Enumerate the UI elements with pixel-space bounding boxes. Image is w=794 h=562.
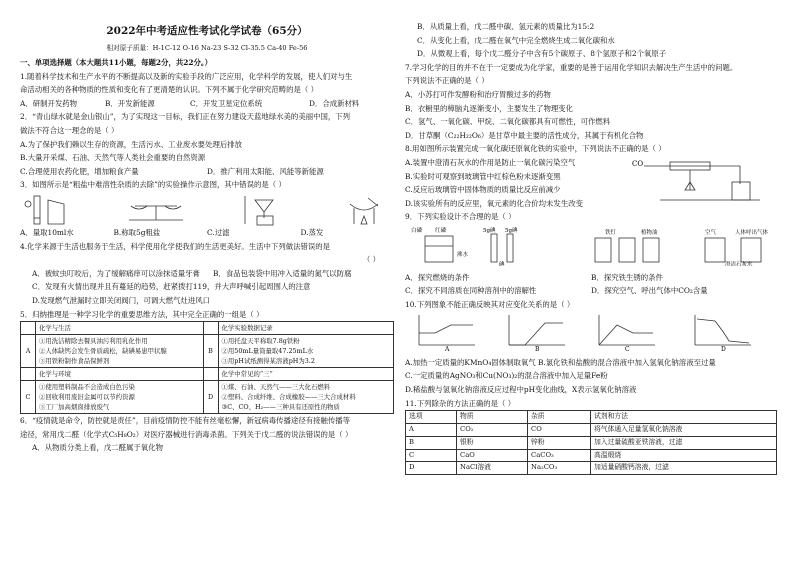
option[interactable]: D．推广利用太阳能、风能等新能源 bbox=[207, 166, 324, 176]
cell-b[interactable]: ①用托盘天平称取7.8g铁粉 ②用50mL量筒量取47.25mL水 ③用pH试纸测得某溶液pH为3.2 bbox=[218, 335, 393, 368]
question-10: 10.下列图象不能正确反映其对应变化关系的是（ ） A B C D A.加热一定质量的KMnO₄固体制取氧气 B.氯化铁和盐酸的混合溶液中加入氢氧化钠溶液至过量 C.一定质量的AgNO₃和Cu(NO₃)₂的混合溶液中加入足量Fe粉 D.稀盐酸与氢氧化钠溶液反应过程中pH变化曲线，X表示氢氧化钠溶液 bbox=[405, 298, 777, 397]
option[interactable]: D．甘草酮（C₂₂H₂₂O₆）是甘草中最主要的活性成分，其属于有机化合物 bbox=[405, 130, 644, 140]
table-row: C ①使用塑料制品不会造成白色污染 ②回收利用废旧金属可以节约资源 ③工厂加高烟囱排放废气 D ①煤、石油、天然气——三大化石燃料 ②塑料、合成纤维、合成橡胶——三大合成材料 ③C、CO、H₂——三种具有还原性的物质 bbox=[21, 381, 394, 414]
svg-text:空气: 空气 bbox=[705, 229, 717, 236]
option[interactable]: D.发现燃气泄漏时立即关闭阀门，可调大燃气灶进风口 bbox=[32, 295, 210, 305]
graph-b bbox=[509, 315, 565, 351]
question-6-continued bbox=[405, 20, 777, 61]
svg-text:碘: 碘 bbox=[499, 261, 505, 266]
left-column bbox=[20, 0, 394, 455]
option[interactable]: C．开发卫星定位系统 bbox=[190, 98, 263, 108]
option[interactable]: B．开发新能源 bbox=[105, 98, 155, 108]
table-row: A ①用洗洁精除去餐具油污利用乳化作用 ②人体缺钙会发生骨质疏松，缺碘易患甲状腺 ③用铁粉制作食品保鲜剂 B ①用托盘天平称取7.8g铁粉 ②用50mL量筒量取47.25mL水 ③用pH试纸测得某溶液pH为3.2 bbox=[21, 335, 394, 368]
option[interactable]: C．探究不同溶质在同种溶剂中的溶解性 bbox=[405, 286, 537, 296]
filtration-figure bbox=[233, 194, 293, 226]
option[interactable]: B.实验时可观察到玻璃管中红棕色粉末逐渐变黑 bbox=[405, 171, 561, 181]
atomic-masses: 相对原子质量：H-1C-12 O-16 Na-23 S-32 Cl-35.5 Ca-40 Fe-56 bbox=[106, 44, 308, 52]
svg-text:人体呼出气体: 人体呼出气体 bbox=[735, 229, 769, 236]
option[interactable]: B．食品包装袋中用冲入适量的氮气以防腐 bbox=[213, 268, 352, 278]
option[interactable]: D．合成新材料 bbox=[309, 98, 360, 108]
question-5: 5．归纳推理是一种学习化学的重要思维方法，其中完全正确的一组是（ ） 化学与生活 化学实验数据记录 A ①用洗洁精除去餐具油污利用乳化作用 ②人体缺钙会发生骨质疏松，缺碘易患甲状腺 ③用铁粉制作食品保鲜剂 B ①用托盘天平称取7.8g铁粉 ②用50mL量筒量取47.25mL水 ③用pH试纸测得某溶液pH为3.2 化学与环境 化学中常见的“三” C ①使用塑料制品不会造成白色污染 ②回收利用废旧金属可以节约资源 ③工厂加高烟囱排放废气 D ①煤、石油、天然气——三大化石燃料 ②塑料、合成纤维、合成橡胶——三大合成材料 ③C、CO、H₂——三种具有还原性的物质 bbox=[20, 308, 394, 415]
option[interactable]: D．从微观上看，每个戊二醛分子中含有5个碳原子、8个氢原子和2个氧原子 bbox=[417, 49, 667, 59]
question-11-table bbox=[405, 410, 777, 475]
svg-text:红磷: 红磷 bbox=[435, 227, 447, 234]
option[interactable]: A．被蚊虫叮咬后，为了缓解痛痒可以涂抹适量牙膏 bbox=[32, 268, 200, 278]
option[interactable]: B.称取5g粗盐 bbox=[113, 227, 161, 237]
table-row[interactable]: A CO₂ CO 将气体通入足量氢氧化钠溶液 bbox=[406, 424, 777, 437]
svg-text:铁钉: 铁钉 bbox=[605, 229, 617, 236]
option[interactable]: B.大量开采煤、石油、天然气等人类社会重要的自然资源 bbox=[20, 153, 206, 163]
graph-d bbox=[695, 315, 751, 351]
cell-a[interactable]: ①用洗洁精除去餐具油污利用乳化作用 ②人体缺钙会发生骨质疏松，缺碘易患甲状腺 ③用铁粉制作食品保鲜剂 bbox=[36, 335, 204, 368]
option[interactable]: D.稀盐酸与氢氧化钠溶液反应过程中pH变化曲线，X表示氢氧化钠溶液 bbox=[405, 385, 637, 395]
svg-text:5g碘: 5g碘 bbox=[505, 227, 518, 234]
weigh-salt-figure bbox=[121, 194, 191, 226]
exam-title: 2022年中考适应性考试化学试卷（65分） bbox=[106, 25, 308, 37]
option[interactable]: A．研制开发药物 bbox=[20, 98, 78, 108]
question-5-table: 化学与生活 化学实验数据记录 A ①用洗洁精除去餐具油污利用乳化作用 ②人体缺钙会发生骨质疏松，缺碘易患甲状腺 ③用铁粉制作食品保鲜剂 B ①用托盘天平称取7.8g铁粉 ②用50mL量筒量取47.25mL水 ③用pH试纸测得某溶液pH为3.2 化学与环境 化学中常见的“三” C ①使用塑料制品不会造成白色污染 ②回收利用废旧金属可以节约资源 ③工厂加高烟囱排放废气 D ①煤、石油、天然气——三大化石燃料 ②塑料、合成纤维、合成橡胶——三大合成材料 ③C、CO、H₂——三种具有还原性的物质 bbox=[20, 321, 394, 414]
question-9: 9．下列实验设计不合理的是（ ） 白磷 红磷 沸水 5g碘 5g碘 碘 铁钉 植物油 空气 人体呼出气体 澄清石灰水 A．探究燃烧的条件 B．探究铁生锈的条件 C．探究不同溶质在同种溶剂中的溶解性 D．探究空气、呼出气体中CO₂含量 bbox=[405, 210, 777, 297]
question-6: 6．“疫情就是命令，防控就是责任”，目前疫情防控不能有丝毫松懈，新冠病毒传播途径有接触传播等 途径，常用戊二醛（化学式C₅H₈O₂）对医疗器械进行消毒杀菌。下列关于戊二醛的说法错误的是（ ） A．从物质分类上看，戊二醛属于氧化物 bbox=[20, 414, 394, 455]
question-1: 1.随着科学技术和生产水平的不断提高以及新的实验手段的广泛应用，化学科学的发展，使人们对与生 命活动相关的各种物质的性质和变化有了更清楚的认识。下列不属于化学研究范畴的是（ ） A．研制开发药物 B．开发新能源 C．开发卫星定位系统 D．合成新材料 bbox=[20, 70, 394, 111]
option[interactable]: D.该实验所有的反应里，氧元素的化合价均未发生改变 bbox=[405, 198, 583, 208]
svg-text:澄清石灰水: 澄清石灰水 bbox=[725, 261, 753, 266]
option[interactable]: B．从质量上看，戊二醛中碳、氢元素的质量比为15:2 bbox=[417, 22, 595, 31]
question-11: 11.下列除杂的方法正确的是（ ） 选项 物质 杂质 试剂和方法 A CO₂ CO 将气体通入足量氢氧化钠溶液 B 银粉 锌粉 加入过量硫酸亚铁溶液，过滤 C CaO CaCO₃ 高温煅烧 D NaCl溶液 Na₂CO₃ 加适量硝酸钙溶液，过滤 bbox=[405, 397, 777, 476]
option[interactable]: A.为了保护我们赖以生存的资源，生活污水、工业废水要处理后排放 bbox=[20, 139, 243, 149]
question-10-graphs bbox=[405, 311, 777, 351]
table-row[interactable]: C CaO CaCO₃ 高温煅烧 bbox=[406, 449, 777, 462]
option[interactable]: A．小苏打可作发酵粉和治疗胃酸过多的药物 bbox=[405, 89, 551, 99]
svg-text:B: B bbox=[535, 346, 540, 352]
question-3-figures bbox=[20, 192, 394, 226]
question-3-options bbox=[20, 226, 394, 240]
question-7: 7.学习化学的目的并不在于一定要成为化学家，重要的是善于运用化学知识去解决生产生活中的问题。 下列说法不正确的是（ ） A．小苏打可作发酵粉和治疗胃酸过多的药物 B．衣橱里的樟脑丸逐渐变小，主要发生了物理变化 C．氢气、一氧化碳、甲烷、二氧化碳都具有可燃性，可作燃料 D．甘草酮（C₂₂H₂₂O₆）是甘草中最主要的活性成分，其属于有机化合物 bbox=[405, 61, 777, 143]
option[interactable]: C．从变化上看，戊二醛在氧气中完全燃烧生成二氧化碳和水 bbox=[417, 35, 615, 45]
graph-c bbox=[599, 315, 655, 351]
option[interactable]: A．量取10ml水 bbox=[20, 227, 74, 237]
question-4: 4.化学来源于生活也服务于生活，科学使用化学使我们的生活更美好。生活中下列做法错误的是 （ ） A．被蚊虫叮咬后，为了缓解痛痒可以涂抹适量牙膏 B．食品包装袋中用冲入适量的氮气以防腐 C．发现有火情出现并且有蔓延的趋势，赶紧拨打119，并大声呼喊引起周围人的注意 D.发现燃气泄漏时立即关闭阀门，可调大燃气灶进风口 bbox=[20, 240, 394, 308]
option[interactable]: C.合理使用农药化肥，增加粮食产量 bbox=[20, 166, 139, 176]
question-2: 2．“青山绿水就是金山银山”，为了实现这一目标，我们正在努力建设天蓝地绿水美的美丽中国，下列 做法不符合这一理念的是（ ） A.为了保护我们赖以生存的资源，生活污水、工业废水要处理后排放 B.大量开采煤、石油、天然气等人类社会重要的自然资源 C.合理使用农药化肥，增加粮食产量 D．推广利用太阳能、风能等新能源 bbox=[20, 110, 394, 178]
question-9-figures bbox=[405, 224, 777, 266]
option[interactable]: A.加热一定质量的KMnO₄固体制取氧气 B.氯化铁和盐酸的混合溶液中加入氢氧化钠溶液至过量 bbox=[405, 357, 716, 367]
option[interactable]: C.过滤 bbox=[207, 227, 230, 237]
svg-text:5g碘: 5g碘 bbox=[483, 227, 496, 234]
cell-d[interactable]: ①煤、石油、天然气——三大化石燃料 ②塑料、合成纤维、合成橡胶——三大合成材料 ③C、CO、H₂——三种具有还原性的物质 bbox=[218, 381, 393, 414]
question-3: 3．如图所示是“粗盐中难溶性杂质的去除”的实验操作示意图，其中错误的是（ ） A．量取10ml水 B.称取5g粗盐 C.过滤 D.蒸发 bbox=[20, 178, 394, 239]
option[interactable]: A．从物质分类上看，戊二醛属于氧化物 bbox=[32, 443, 163, 453]
section-heading: 一、单项选择题（本大题共11小题，每题2分，共22分。） bbox=[20, 58, 212, 67]
table-row[interactable]: D NaCl溶液 Na₂CO₃ 加适量硝酸钙溶液，过滤 bbox=[406, 462, 777, 475]
option[interactable]: C．发现有火情出现并且有蔓延的趋势，赶紧拨打119，并大声呼喊引起周围人的注意 bbox=[32, 282, 311, 292]
right-column bbox=[405, 20, 777, 475]
graph-a bbox=[419, 315, 475, 351]
option[interactable]: A.装置中澄清石灰水的作用是防止一氧化碳污染空气 bbox=[405, 157, 576, 167]
svg-text:沸水: 沸水 bbox=[457, 251, 469, 258]
svg-text:白磷: 白磷 bbox=[411, 227, 423, 234]
svg-text:植物油: 植物油 bbox=[641, 229, 658, 236]
evaporation-figure bbox=[334, 194, 394, 226]
option[interactable]: B．探究铁生锈的条件 bbox=[591, 272, 663, 282]
question-1-options bbox=[20, 97, 394, 111]
option[interactable]: D．探究空气、呼出气体中CO₂含量 bbox=[591, 286, 708, 296]
table-header: 选项 物质 杂质 试剂和方法 bbox=[406, 411, 777, 424]
option[interactable]: C.反应后玻璃管中固体物质的质量比反应前减少 bbox=[405, 185, 561, 195]
co-reduction-apparatus-figure bbox=[630, 154, 770, 204]
svg-text:CO: CO bbox=[632, 160, 644, 169]
option[interactable]: D.蒸发 bbox=[300, 227, 324, 237]
cell-c[interactable]: ①使用塑料制品不会造成白色污染 ②回收利用废旧金属可以节约资源 ③工厂加高烟囱排放废气 bbox=[36, 381, 204, 414]
svg-text:D: D bbox=[721, 346, 726, 352]
option[interactable]: A．探究燃烧的条件 bbox=[405, 272, 470, 282]
option[interactable]: B．衣橱里的樟脑丸逐渐变小，主要发生了物理变化 bbox=[405, 103, 574, 113]
svg-text:A: A bbox=[445, 346, 450, 352]
question-8: 8.用如图所示装置完成一氧化碳还原氧化铁的实验中，下列说法不正确的是（ ） A.装置中澄清石灰水的作用是防止一氧化碳污染空气 B.实验时可观察到玻璃管中红棕色粉末逐渐变黑 C.反应后玻璃管中固体物质的质量比反应前减少 D.该实验所有的反应里，氧元素的化合价均未发生改变 CO bbox=[405, 142, 777, 210]
option[interactable]: C．氢气、一氧化碳、甲烷、二氧化碳都具有可燃性，可作燃料 bbox=[405, 117, 611, 127]
table-row[interactable]: B 银粉 锌粉 加入过量硫酸亚铁溶液，过滤 bbox=[406, 436, 777, 449]
measure-water-figure bbox=[20, 194, 80, 226]
option[interactable]: C.一定质量的AgNO₃和Cu(NO₃)₂的混合溶液中加入足量Fe粉 bbox=[405, 371, 608, 381]
svg-text:C: C bbox=[625, 346, 630, 352]
